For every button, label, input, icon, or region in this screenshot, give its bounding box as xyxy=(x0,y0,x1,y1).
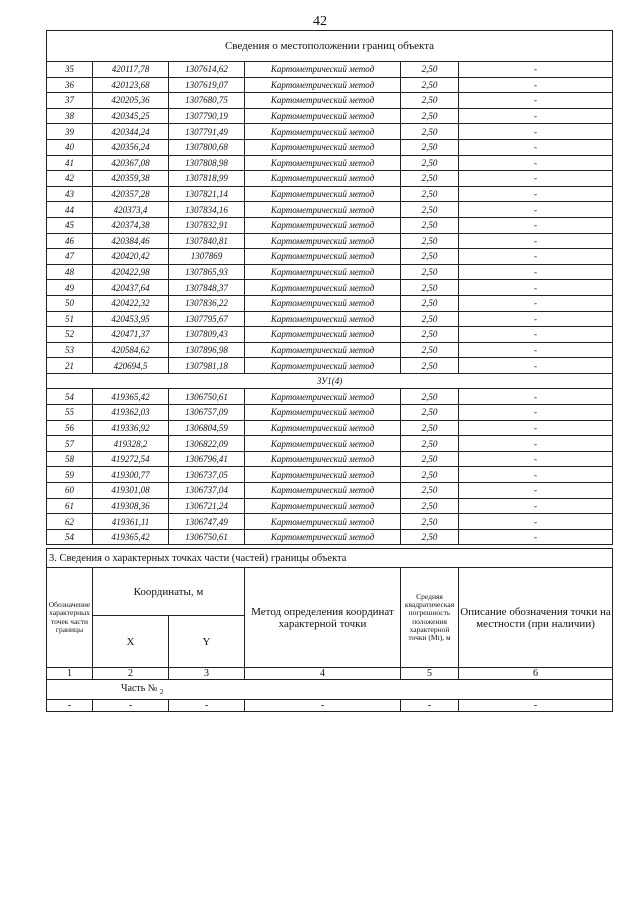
description: - xyxy=(459,529,613,545)
coord-x: 420374,38 xyxy=(93,217,169,233)
coord-y: 1307869 xyxy=(169,249,245,265)
table-row xyxy=(47,155,613,171)
description: - xyxy=(459,389,613,405)
error: 2,50 xyxy=(401,327,459,343)
boundary-section-header: Сведения о местоположении границ объекта xyxy=(47,31,613,62)
coord-y: 1307865,93 xyxy=(169,264,245,280)
method: Картометрический метод xyxy=(245,327,401,343)
error: 2,50 xyxy=(401,514,459,530)
coord-y: 1307981,18 xyxy=(169,358,245,374)
description: - xyxy=(459,249,613,265)
point-number: 54 xyxy=(47,529,93,545)
coord-y: 1307790,19 xyxy=(169,108,245,124)
point-number: 61 xyxy=(47,498,93,514)
error: 2,50 xyxy=(401,529,459,545)
table-row xyxy=(47,171,613,187)
description: - xyxy=(459,202,613,218)
description: - xyxy=(459,327,613,343)
description: - xyxy=(459,233,613,249)
point-number: 51 xyxy=(47,311,93,327)
error: 2,50 xyxy=(401,498,459,514)
coord-y: 1306804,59 xyxy=(169,420,245,436)
coord-x: 420123,68 xyxy=(93,77,169,93)
error: 2,50 xyxy=(401,249,459,265)
point-number: 59 xyxy=(47,467,93,483)
col-number: 1 xyxy=(47,668,93,680)
description: - xyxy=(459,280,613,296)
description: - xyxy=(459,186,613,202)
part-points-table xyxy=(46,548,613,712)
table-row xyxy=(47,498,613,514)
point-number: 46 xyxy=(47,233,93,249)
description: - xyxy=(459,139,613,155)
coord-y: 1306737,04 xyxy=(169,483,245,499)
description: - xyxy=(459,311,613,327)
table-row xyxy=(47,186,613,202)
method: Картометрический метод xyxy=(245,233,401,249)
table-row xyxy=(47,529,613,545)
coord-y: 1307791,49 xyxy=(169,124,245,140)
description: - xyxy=(459,93,613,109)
error: 2,50 xyxy=(401,358,459,374)
error: 2,50 xyxy=(401,295,459,311)
coord-y: 1306796,41 xyxy=(169,451,245,467)
coord-y: 1307896,98 xyxy=(169,342,245,358)
error: 2,50 xyxy=(401,311,459,327)
method: Картометрический метод xyxy=(245,405,401,421)
description: - xyxy=(459,483,613,499)
method: Картометрический метод xyxy=(245,249,401,265)
table-row xyxy=(47,467,613,483)
col-number: 4 xyxy=(245,668,401,680)
table-row xyxy=(47,327,613,343)
error: 2,50 xyxy=(401,155,459,171)
coord-y: 1307832,91 xyxy=(169,217,245,233)
coord-x: 420694,5 xyxy=(93,358,169,374)
point-number: 36 xyxy=(47,77,93,93)
error: 2,50 xyxy=(401,217,459,233)
table-cell: - xyxy=(93,700,169,712)
method: Картометрический метод xyxy=(245,124,401,140)
coord-x: 420356,24 xyxy=(93,139,169,155)
method: Картометрический метод xyxy=(245,514,401,530)
error: 2,50 xyxy=(401,202,459,218)
coord-x: 419328,2 xyxy=(93,436,169,452)
table-row xyxy=(47,295,613,311)
description: - xyxy=(459,108,613,124)
point-number: 41 xyxy=(47,155,93,171)
table-cell: - xyxy=(459,700,613,712)
description: - xyxy=(459,62,613,78)
description: - xyxy=(459,342,613,358)
part-label: Часть № xyxy=(121,683,158,694)
table-row xyxy=(47,202,613,218)
point-number: 47 xyxy=(47,249,93,265)
method: Картометрический метод xyxy=(245,467,401,483)
point-number: 53 xyxy=(47,342,93,358)
col-error-header: Средняя квадратическая погрешность положения характерной точки (Мt), м xyxy=(401,568,459,668)
coord-x: 420205,36 xyxy=(93,93,169,109)
method: Картометрический метод xyxy=(245,155,401,171)
coord-y: 1307821,14 xyxy=(169,186,245,202)
coord-x: 419308,36 xyxy=(93,498,169,514)
column-numbers-row xyxy=(47,668,613,680)
method: Картометрический метод xyxy=(245,451,401,467)
description: - xyxy=(459,217,613,233)
method: Картометрический метод xyxy=(245,139,401,155)
coord-y: 1306757,09 xyxy=(169,405,245,421)
coord-x: 420357,28 xyxy=(93,186,169,202)
table-cell: - xyxy=(401,700,459,712)
coord-x: 419300,77 xyxy=(93,467,169,483)
coord-x: 420384,46 xyxy=(93,233,169,249)
error: 2,50 xyxy=(401,77,459,93)
coord-x: 420367,08 xyxy=(93,155,169,171)
point-number: 40 xyxy=(47,139,93,155)
error: 2,50 xyxy=(401,420,459,436)
col-point-header: Обозначение характерных точек части границы xyxy=(47,568,93,668)
method: Картометрический метод xyxy=(245,77,401,93)
table-row xyxy=(47,249,613,265)
table-row xyxy=(47,264,613,280)
col-number: 5 xyxy=(401,668,459,680)
table-row xyxy=(47,358,613,374)
coord-y: 1307818,99 xyxy=(169,171,245,187)
method: Картометрический метод xyxy=(245,108,401,124)
point-number: 37 xyxy=(47,93,93,109)
error: 2,50 xyxy=(401,436,459,452)
coord-x: 419365,42 xyxy=(93,389,169,405)
coord-x: 420437,64 xyxy=(93,280,169,296)
method: Картометрический метод xyxy=(245,483,401,499)
description: - xyxy=(459,451,613,467)
col-number: 6 xyxy=(459,668,613,680)
point-number: 35 xyxy=(47,62,93,78)
point-number: 49 xyxy=(47,280,93,296)
coord-y: 1306750,61 xyxy=(169,529,245,545)
coord-x: 420584,62 xyxy=(93,342,169,358)
table-row xyxy=(47,483,613,499)
coord-x: 419301,08 xyxy=(93,483,169,499)
point-number: 48 xyxy=(47,264,93,280)
table-row xyxy=(47,311,613,327)
col-y-header: Y xyxy=(169,616,245,668)
table-row xyxy=(47,233,613,249)
error: 2,50 xyxy=(401,451,459,467)
method: Картометрический метод xyxy=(245,264,401,280)
coord-x: 419272,54 xyxy=(93,451,169,467)
coord-x: 420344,24 xyxy=(93,124,169,140)
method: Картометрический метод xyxy=(245,295,401,311)
coord-x: 419336,92 xyxy=(93,420,169,436)
coord-x: 420471,37 xyxy=(93,327,169,343)
coord-y: 1307800,68 xyxy=(169,139,245,155)
method: Картометрический метод xyxy=(245,311,401,327)
description: - xyxy=(459,358,613,374)
description: - xyxy=(459,124,613,140)
error: 2,50 xyxy=(401,233,459,249)
error: 2,50 xyxy=(401,389,459,405)
error: 2,50 xyxy=(401,186,459,202)
error: 2,50 xyxy=(401,171,459,187)
coord-y: 1306747,49 xyxy=(169,514,245,530)
point-number: 21 xyxy=(47,358,93,374)
table-row xyxy=(47,62,613,78)
coord-y: 1307809,43 xyxy=(169,327,245,343)
col-desc-header: Описание обозначения точки на местности (при наличии) xyxy=(459,568,613,668)
coord-x: 420453,95 xyxy=(93,311,169,327)
table-row xyxy=(47,124,613,140)
table-row xyxy=(47,451,613,467)
coord-x: 420420,42 xyxy=(93,249,169,265)
description: - xyxy=(459,77,613,93)
point-number: 56 xyxy=(47,420,93,436)
coord-y: 1307680,75 xyxy=(169,93,245,109)
point-number: 38 xyxy=(47,108,93,124)
col-number: 2 xyxy=(93,668,169,680)
point-number: 60 xyxy=(47,483,93,499)
error: 2,50 xyxy=(401,139,459,155)
point-number: 50 xyxy=(47,295,93,311)
col-coords-header: Координаты, м xyxy=(93,568,245,616)
method: Картометрический метод xyxy=(245,171,401,187)
section3-title: 3. Сведения о характерных точках части (частей) границы объекта xyxy=(47,549,613,568)
method: Картометрический метод xyxy=(245,420,401,436)
coord-y: 1307834,16 xyxy=(169,202,245,218)
point-number: 39 xyxy=(47,124,93,140)
method: Картометрический метод xyxy=(245,498,401,514)
coord-x: 419365,42 xyxy=(93,529,169,545)
coord-x: 420117,78 xyxy=(93,62,169,78)
coord-y: 1307619,07 xyxy=(169,77,245,93)
error: 2,50 xyxy=(401,280,459,296)
coord-y: 1307808,98 xyxy=(169,155,245,171)
point-number: 52 xyxy=(47,327,93,343)
table-row xyxy=(47,436,613,452)
method: Картометрический метод xyxy=(245,217,401,233)
coord-y: 1307848,37 xyxy=(169,280,245,296)
error: 2,50 xyxy=(401,342,459,358)
coord-y: 1306822,09 xyxy=(169,436,245,452)
col-method-header: Метод определения координат характерной точки xyxy=(245,568,401,668)
description: - xyxy=(459,420,613,436)
point-number: 57 xyxy=(47,436,93,452)
coord-y: 1306750,61 xyxy=(169,389,245,405)
description: - xyxy=(459,264,613,280)
part-label-row xyxy=(47,680,613,700)
description: - xyxy=(459,436,613,452)
description: - xyxy=(459,405,613,421)
table-row xyxy=(47,405,613,421)
col-x-header: X xyxy=(93,616,169,668)
description: - xyxy=(459,295,613,311)
coord-y: 1307836,22 xyxy=(169,295,245,311)
coord-x: 420345,25 xyxy=(93,108,169,124)
method: Картометрический метод xyxy=(245,529,401,545)
method: Картометрический метод xyxy=(245,186,401,202)
table-row xyxy=(47,77,613,93)
parcel-subheader: ЗУ1(4) xyxy=(47,373,613,389)
boundary-points-table xyxy=(46,30,613,545)
point-number: 58 xyxy=(47,451,93,467)
method: Картометрический метод xyxy=(245,202,401,218)
point-number: 62 xyxy=(47,514,93,530)
table-row xyxy=(47,280,613,296)
table-row xyxy=(47,514,613,530)
coord-x: 419362,03 xyxy=(93,405,169,421)
coord-x: 420422,32 xyxy=(93,295,169,311)
method: Картометрический метод xyxy=(245,280,401,296)
point-number: 45 xyxy=(47,217,93,233)
table-cell: - xyxy=(245,700,401,712)
description: - xyxy=(459,514,613,530)
error: 2,50 xyxy=(401,93,459,109)
error: 2,50 xyxy=(401,405,459,421)
coord-x: 419361,11 xyxy=(93,514,169,530)
coord-x: 420359,38 xyxy=(93,171,169,187)
table-row xyxy=(47,139,613,155)
point-number: 55 xyxy=(47,405,93,421)
table-row xyxy=(47,420,613,436)
error: 2,50 xyxy=(401,483,459,499)
table-row xyxy=(47,93,613,109)
col-number: 3 xyxy=(169,668,245,680)
point-number: 44 xyxy=(47,202,93,218)
point-number: 42 xyxy=(47,171,93,187)
error: 2,50 xyxy=(401,62,459,78)
empty-part-row xyxy=(47,700,613,712)
point-number: 43 xyxy=(47,186,93,202)
method: Картометрический метод xyxy=(245,93,401,109)
part-number: 2 xyxy=(159,688,164,696)
page-number: 42 xyxy=(313,14,327,29)
table-cell: - xyxy=(169,700,245,712)
error: 2,50 xyxy=(401,108,459,124)
description: - xyxy=(459,498,613,514)
coord-y: 1306737,05 xyxy=(169,467,245,483)
table-cell: - xyxy=(47,700,93,712)
coord-y: 1306721,24 xyxy=(169,498,245,514)
description: - xyxy=(459,467,613,483)
error: 2,50 xyxy=(401,467,459,483)
error: 2,50 xyxy=(401,124,459,140)
table-row xyxy=(47,342,613,358)
coord-x: 420373,4 xyxy=(93,202,169,218)
coord-y: 1307795,67 xyxy=(169,311,245,327)
description: - xyxy=(459,171,613,187)
table-row xyxy=(47,108,613,124)
table-row xyxy=(47,217,613,233)
method: Картометрический метод xyxy=(245,342,401,358)
error: 2,50 xyxy=(401,264,459,280)
table-row xyxy=(47,389,613,405)
description: - xyxy=(459,155,613,171)
coord-y: 1307614,62 xyxy=(169,62,245,78)
point-number: 54 xyxy=(47,389,93,405)
method: Картометрический метод xyxy=(245,62,401,78)
coord-x: 420422,98 xyxy=(93,264,169,280)
method: Картометрический метод xyxy=(245,358,401,374)
coord-y: 1307840,81 xyxy=(169,233,245,249)
method: Картометрический метод xyxy=(245,389,401,405)
method: Картометрический метод xyxy=(245,436,401,452)
